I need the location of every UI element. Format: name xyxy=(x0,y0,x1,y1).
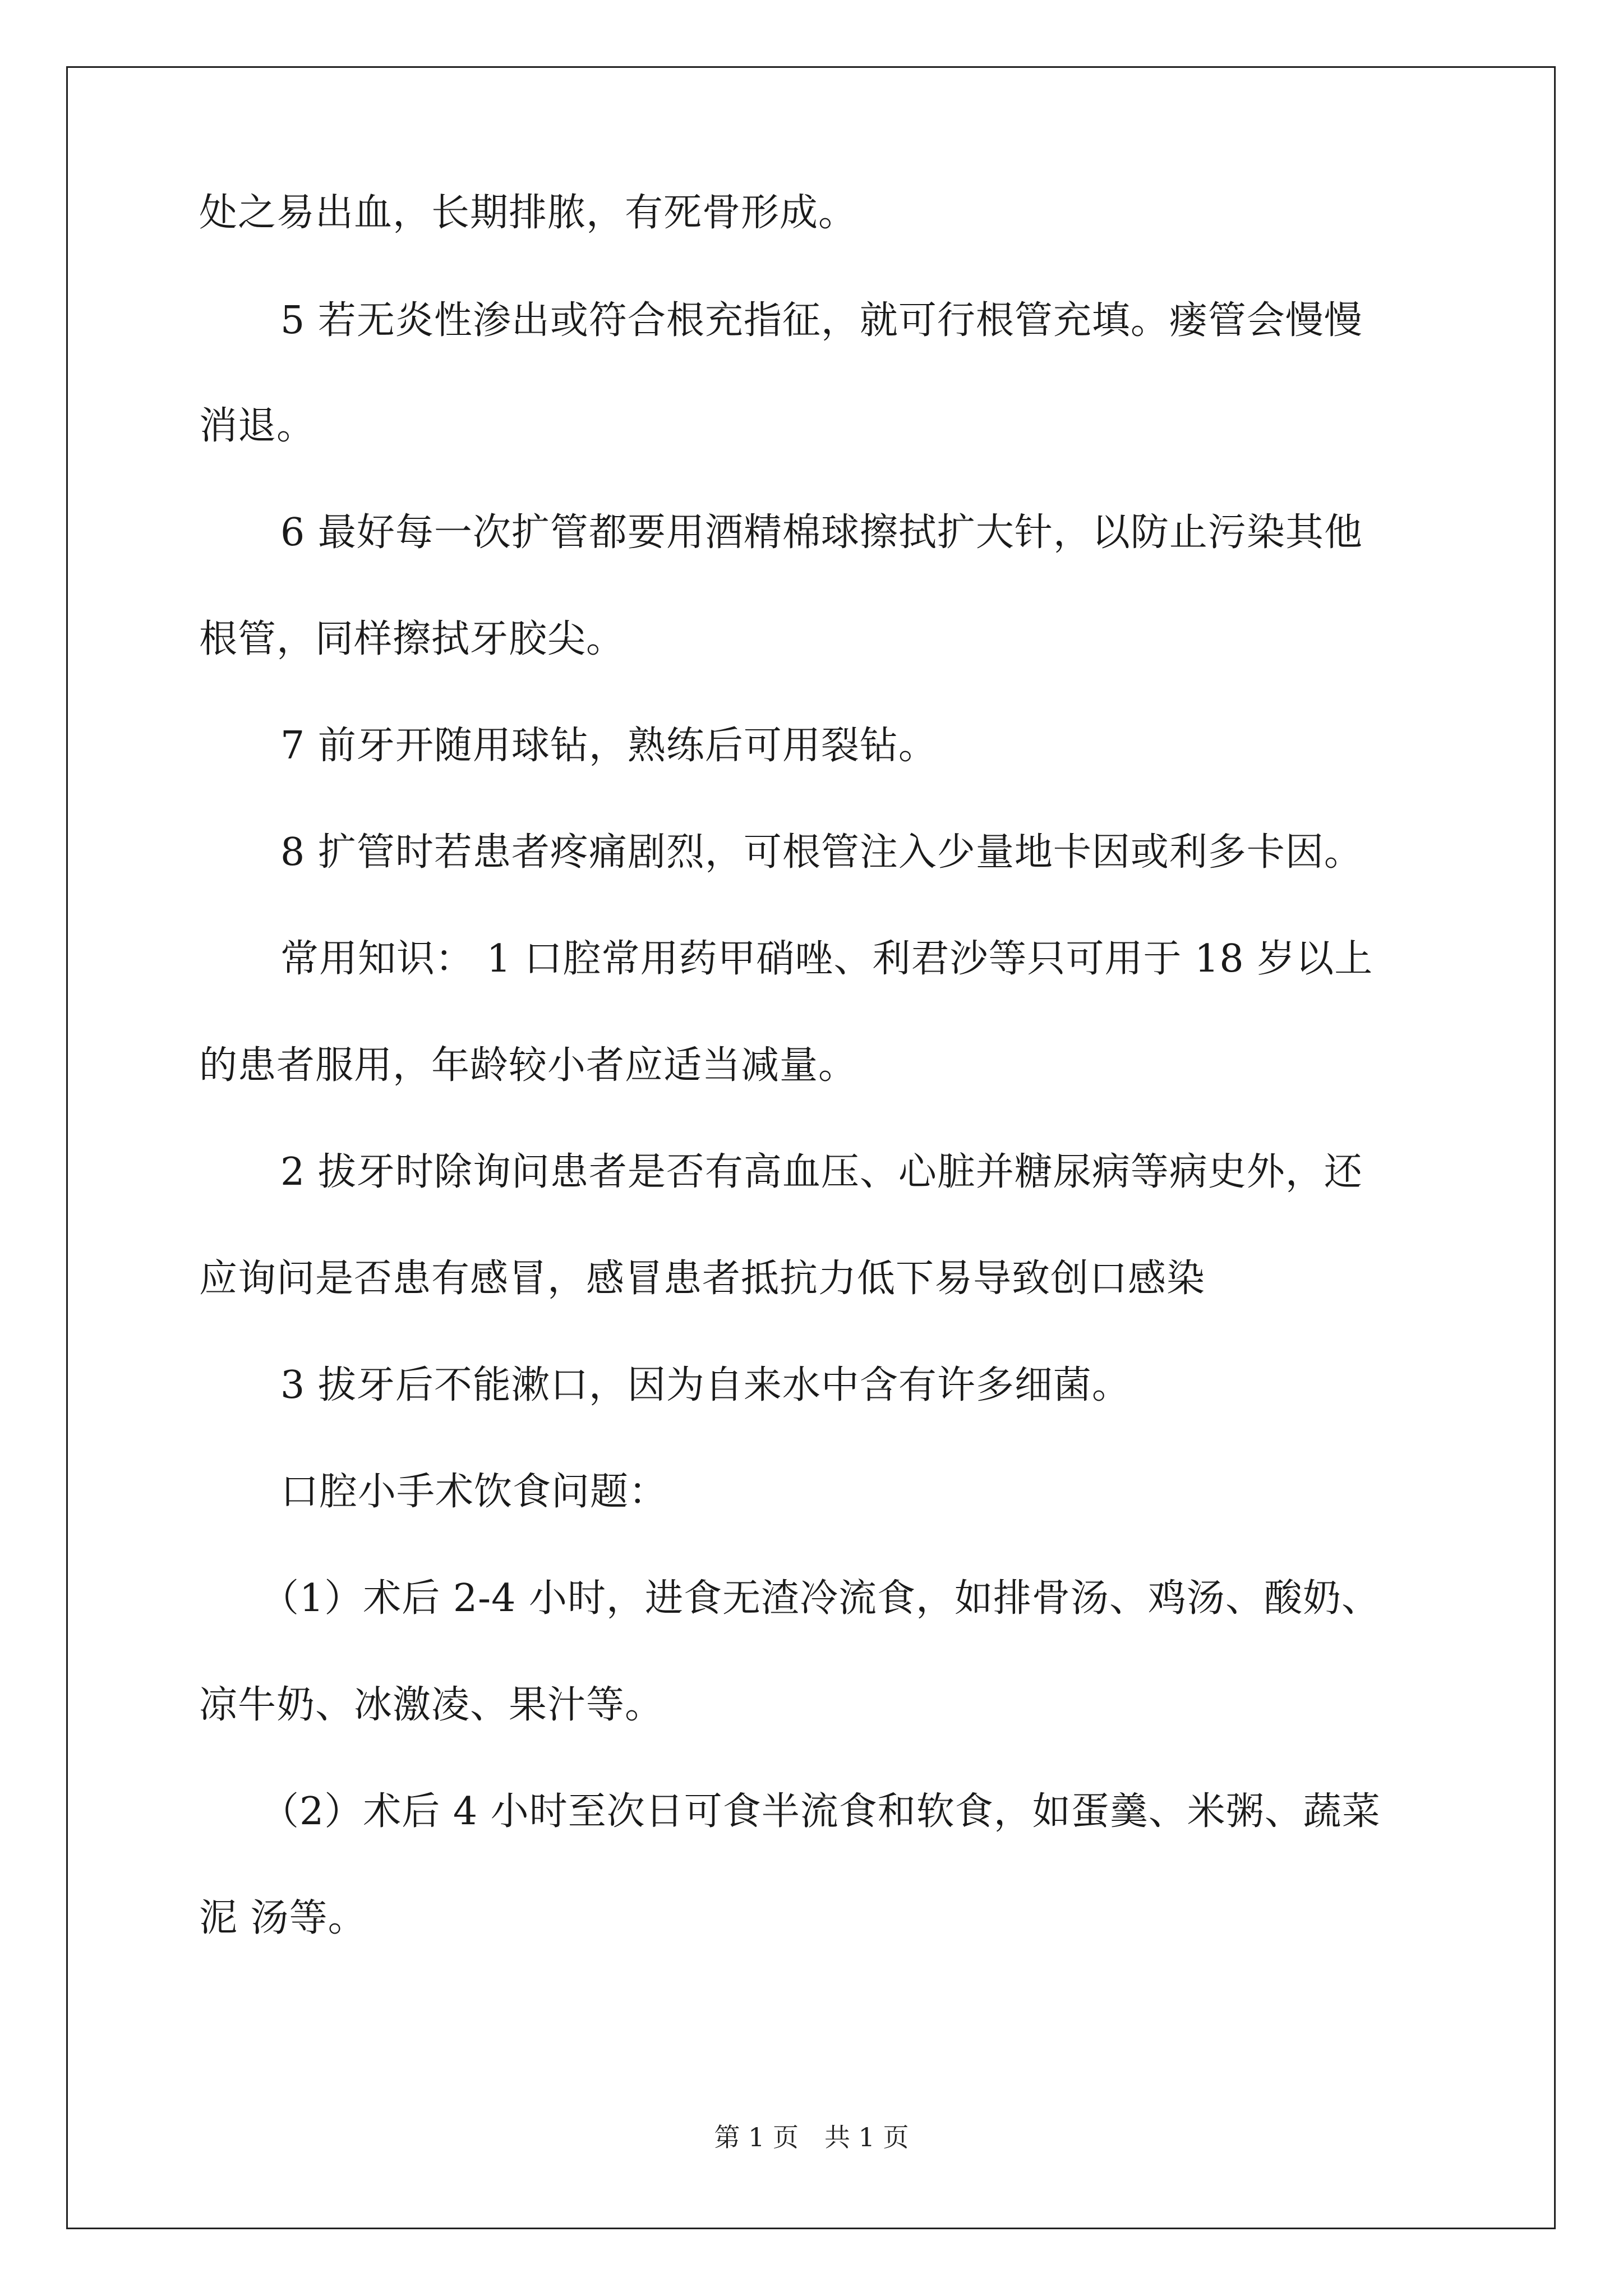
page-number-footer: 第 1 页 共 1 页 xyxy=(714,2122,909,2152)
text-line: 根管，同样擦拭牙胶尖。 xyxy=(199,617,625,661)
text-line: 泥 汤等。 xyxy=(199,1896,367,1940)
text-line: 口腔小手术饮食问题： xyxy=(280,1470,668,1514)
text-line: 应询问是否患有感冒，感冒患者抵抗力低下易导致创口感染 xyxy=(199,1257,1206,1301)
text-line: 处之易出血，长期排脓，有死骨形成。 xyxy=(199,191,857,235)
text-line: 凉牛奶、冰激凌、果汁等。 xyxy=(199,1683,664,1727)
text-line: 消退。 xyxy=(199,404,316,448)
text-line: 常用知识： 1 口腔常用药甲硝唑、利君沙等只可用于 18 岁以上 xyxy=(280,937,1373,981)
text-line: 5 若无炎性渗出或符合根充指征，就可行根管充填。瘘管会慢慢 xyxy=(280,298,1363,343)
text-line: 6 最好每一次扩管都要用酒精棉球擦拭扩大针，以防止污染其他 xyxy=(280,510,1363,555)
text-line: 3 拔牙后不能漱口，因为自来水中含有许多细菌。 xyxy=(280,1363,1131,1407)
text-line: 7 前牙开随用球钻，熟练后可用裂钻。 xyxy=(280,724,937,768)
text-line: （2）术后 4 小时至次日可食半流食和软食，如蛋羹、米粥、蔬菜 xyxy=(261,1789,1381,1834)
text-line: 的患者服用，年龄较小者应适当减量。 xyxy=(199,1043,857,1088)
text-line: 2 拔牙时除询问患者是否有高血压、心脏并糖尿病等病史外，还 xyxy=(280,1150,1363,1194)
text-line: 8 扩管时若患者疼痛剧烈，可根管注入少量地卡因或利多卡因。 xyxy=(280,830,1363,875)
text-line: （1）术后 2-4 小时，进食无渣冷流食，如排骨汤、鸡汤、酸奶、 xyxy=(261,1576,1380,1621)
